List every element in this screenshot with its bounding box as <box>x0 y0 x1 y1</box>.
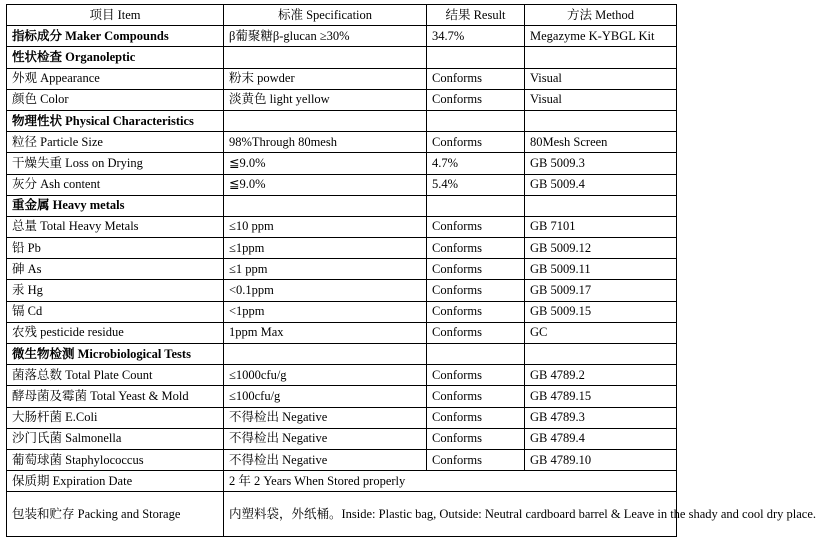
item-cell: 粒径 Particle Size <box>7 132 224 153</box>
specification-cell: ≤10 ppm <box>224 216 427 237</box>
section-title: 物理性状 Physical Characteristics <box>7 110 224 131</box>
section-row <box>7 344 677 365</box>
section-title: 性状检查 Organoleptic <box>7 47 224 68</box>
specification-cell: ≦9.0% <box>224 174 427 195</box>
specification-cell: β葡聚糖β-glucan ≥30% <box>224 26 427 47</box>
table-row <box>7 238 677 259</box>
result-cell: Conforms <box>427 449 525 470</box>
item-cell: 大肠杆菌 E.Coli <box>7 407 224 428</box>
empty-cell <box>224 47 427 68</box>
method-cell: GB 5009.17 <box>525 280 677 301</box>
item-cell: 保质期 Expiration Date <box>7 471 224 492</box>
result-cell: Conforms <box>427 322 525 343</box>
empty-cell <box>525 195 677 216</box>
result-cell: Conforms <box>427 407 525 428</box>
specification-table <box>6 4 816 537</box>
method-cell: GB 4789.3 <box>525 407 677 428</box>
header-result: 结果 Result <box>427 5 525 26</box>
table-row <box>7 322 677 343</box>
item-cell: 酵母菌及霉菌 Total Yeast & Mold <box>7 386 224 407</box>
specification-cell: ≤1 ppm <box>224 259 427 280</box>
item-cell: 指标成分 Maker Compounds <box>7 26 224 47</box>
empty-cell <box>224 344 427 365</box>
specification-cell: 98%Through 80mesh <box>224 132 427 153</box>
specification-cell: 淡黄色 light yellow <box>224 89 427 110</box>
method-cell: GB 5009.4 <box>525 174 677 195</box>
method-cell: Visual <box>525 68 677 89</box>
method-cell: GC <box>525 322 677 343</box>
result-cell: Conforms <box>427 259 525 280</box>
method-cell: GB 7101 <box>525 216 677 237</box>
result-cell: Conforms <box>427 301 525 322</box>
method-cell: GB 4789.10 <box>525 449 677 470</box>
specification-cell: 不得检出 Negative <box>224 428 427 449</box>
section-title: 重金属 Heavy metals <box>7 195 224 216</box>
item-cell: 砷 As <box>7 259 224 280</box>
empty-cell <box>427 47 525 68</box>
specification-cell: ≤100cfu/g <box>224 386 427 407</box>
table-row <box>7 89 677 110</box>
item-cell: 菌落总数 Total Plate Count <box>7 365 224 386</box>
item-cell: 沙门氏菌 Salmonella <box>7 428 224 449</box>
result-cell: Conforms <box>427 428 525 449</box>
item-cell: 包装和贮存 Packing and Storage <box>7 492 224 537</box>
empty-cell <box>427 110 525 131</box>
item-cell: 总量 Total Heavy Metals <box>7 216 224 237</box>
result-cell: Conforms <box>427 280 525 301</box>
method-cell: GB 4789.2 <box>525 365 677 386</box>
item-cell: 颜色 Color <box>7 89 224 110</box>
table-row <box>7 407 677 428</box>
method-cell: GB 5009.3 <box>525 153 677 174</box>
spec-sheet <box>6 4 816 537</box>
result-cell: Conforms <box>427 68 525 89</box>
item-cell: 葡萄球菌 Staphylococcus <box>7 449 224 470</box>
result-cell: Conforms <box>427 365 525 386</box>
table-row <box>7 259 677 280</box>
method-cell: GB 5009.12 <box>525 238 677 259</box>
result-cell: Conforms <box>427 216 525 237</box>
result-cell: Conforms <box>427 386 525 407</box>
expiration-cell: 2 年 2 Years When Stored properly <box>224 471 677 492</box>
table-row <box>7 26 677 47</box>
result-cell: Conforms <box>427 238 525 259</box>
section-row <box>7 195 677 216</box>
specification-cell: 1ppm Max <box>224 322 427 343</box>
empty-cell <box>525 47 677 68</box>
result-cell: Conforms <box>427 89 525 110</box>
empty-cell <box>224 110 427 131</box>
section-row <box>7 47 677 68</box>
specification-cell: 不得检出 Negative <box>224 407 427 428</box>
table-row <box>7 428 677 449</box>
method-cell: GB 4789.15 <box>525 386 677 407</box>
item-cell: 干燥失重 Loss on Drying <box>7 153 224 174</box>
empty-cell <box>427 344 525 365</box>
empty-cell <box>224 195 427 216</box>
section-title: 微生物检测 Microbiological Tests <box>7 344 224 365</box>
item-cell: 镉 Cd <box>7 301 224 322</box>
table-row <box>7 68 677 89</box>
table-row <box>7 386 677 407</box>
specification-cell: ≦9.0% <box>224 153 427 174</box>
specification-cell: 粉末 powder <box>224 68 427 89</box>
specification-cell: ≤1ppm <box>224 238 427 259</box>
result-cell: 5.4% <box>427 174 525 195</box>
table-row <box>7 492 677 537</box>
result-cell: 4.7% <box>427 153 525 174</box>
packing-cell: 内塑料袋，外纸桶。Inside: Plastic bag, Outside: Neutral cardboard barrel & Leave in the shady and cool dry place. <box>224 492 677 537</box>
empty-cell <box>427 195 525 216</box>
table-row <box>7 153 677 174</box>
header-specification: 标准 Specification <box>224 5 427 26</box>
section-row <box>7 110 677 131</box>
method-cell: Megazyme K-YBGL Kit <box>525 26 677 47</box>
specification-cell: 不得检出 Negative <box>224 449 427 470</box>
method-cell: GB 4789.4 <box>525 428 677 449</box>
result-cell: 34.7% <box>427 26 525 47</box>
table-row <box>7 280 677 301</box>
item-cell: 农残 pesticide residue <box>7 322 224 343</box>
specification-cell: <0.1ppm <box>224 280 427 301</box>
table-row <box>7 449 677 470</box>
result-cell: Conforms <box>427 132 525 153</box>
header-method: 方法 Method <box>525 5 677 26</box>
table-row <box>7 365 677 386</box>
item-cell: 铅 Pb <box>7 238 224 259</box>
method-cell: GB 5009.11 <box>525 259 677 280</box>
method-cell: Visual <box>525 89 677 110</box>
table-header-row <box>7 5 677 26</box>
specification-cell: ≤1000cfu/g <box>224 365 427 386</box>
specification-cell: <1ppm <box>224 301 427 322</box>
method-cell: 80Mesh Screen <box>525 132 677 153</box>
header-item: 项目 Item <box>7 5 224 26</box>
table-row <box>7 216 677 237</box>
table-row <box>7 301 677 322</box>
table-row <box>7 132 677 153</box>
empty-cell <box>525 110 677 131</box>
item-cell: 汞 Hg <box>7 280 224 301</box>
table-row <box>7 471 677 492</box>
item-cell: 外观 Appearance <box>7 68 224 89</box>
method-cell: GB 5009.15 <box>525 301 677 322</box>
empty-cell <box>525 344 677 365</box>
table-row <box>7 174 677 195</box>
item-cell: 灰分 Ash content <box>7 174 224 195</box>
